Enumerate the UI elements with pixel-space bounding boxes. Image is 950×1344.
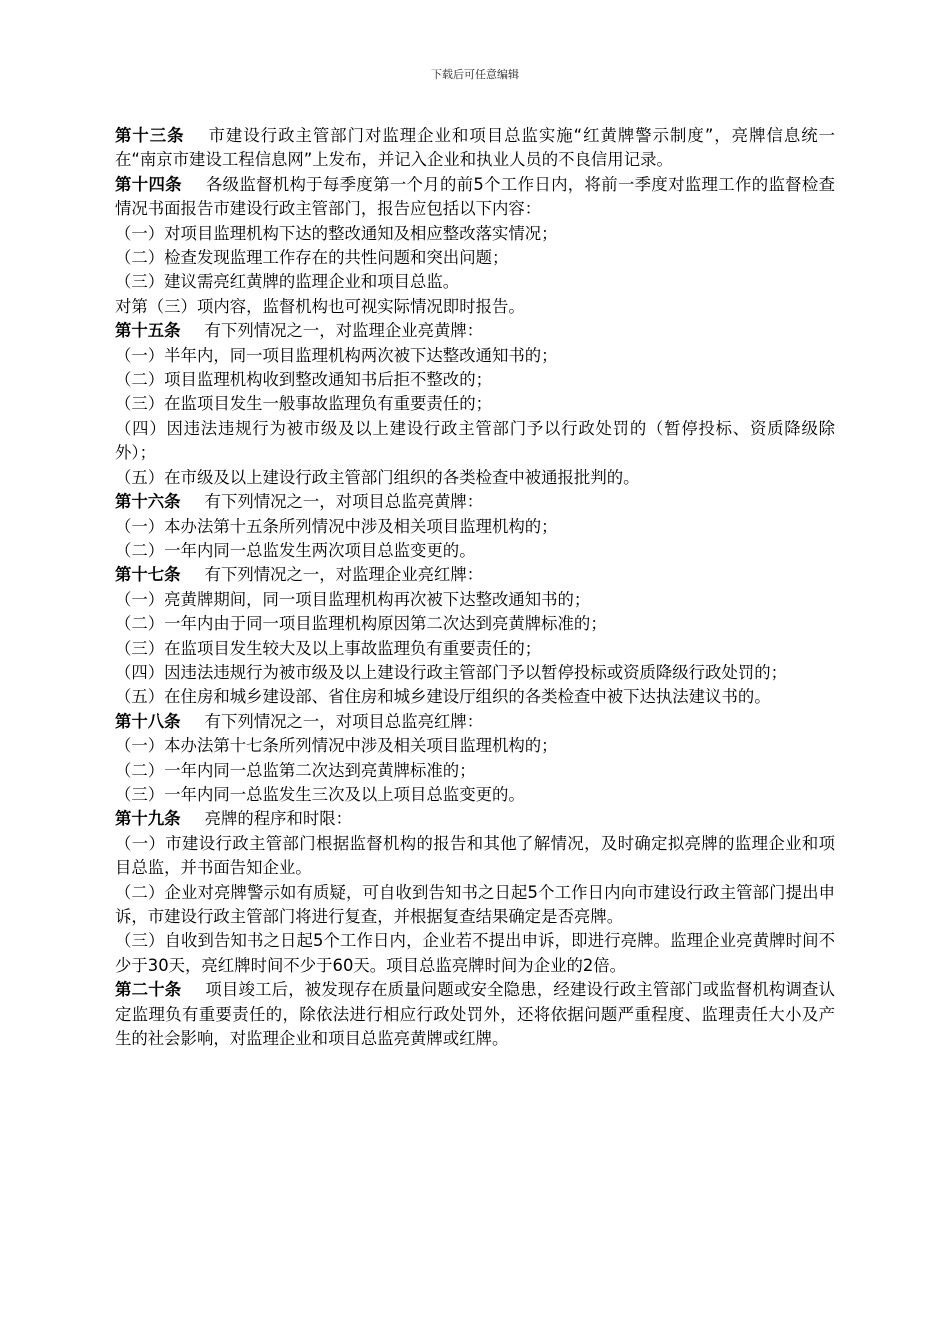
article-paragraph (115, 710, 835, 734)
paragraph-text: 项目竣工后，被发现存在质量问题或安全隐患，经建设行政主管部门或监督机构调查认定监理负有重要责任的，除依法进行相应行政处罚外，还将依据问题严重程度、监理责任大小及产生的社会影响，对监理企业和项目总监亮黄牌或红牌。 (115, 980, 836, 1049)
clause-paragraph (115, 392, 835, 416)
clause-paragraph (115, 270, 835, 294)
paragraph-text: （三）一年内同一总监发生三次及以上项目总监变更的。 (115, 784, 525, 804)
paragraph-text: 对第（三）项内容，监督机构也可视实际情况即时报告。 (115, 296, 525, 316)
paragraph-text: （二）一年内同一总监发生两次项目总监变更的。 (115, 540, 476, 560)
clause-paragraph (115, 783, 835, 807)
article-title: 第十八条 (115, 711, 181, 731)
paragraph-text: （一）本办法第十五条所列情况中涉及相关项目监理机构的； (115, 516, 558, 536)
clause-paragraph (115, 515, 835, 539)
paragraph-text: （二）检查发现监理工作存在的共性问题和突出问题； (115, 248, 509, 268)
paragraph-text: （一）市建设行政主管部门根据监督机构的报告和其他了解情况，及时确定拟亮牌的监理企业和项目总监，并书面告知企业。 (115, 833, 835, 878)
clause-paragraph (115, 246, 835, 270)
article-paragraph (115, 490, 835, 514)
paragraph-text: （四）因违法违规行为被市级及以上建设行政主管部门予以行政处罚的（暂停投标、资质降级除外）； (115, 418, 835, 463)
paragraph-text: （三）自收到告知书之日起5个工作日内，企业若不提出申诉，即进行亮牌。监理企业亮黄牌时间不少于30天，亮红牌时间不少于60天。项目总监亮牌时间为企业的2倍。 (115, 931, 835, 975)
clause-paragraph (115, 685, 835, 709)
article-paragraph (115, 124, 835, 173)
paragraph-text: （一）半年内，同一项目监理机构两次被下达整改通知书的； (115, 345, 558, 365)
article-paragraph (115, 807, 835, 831)
clause-paragraph (115, 832, 835, 881)
paragraph-text: （三）建议需亮红黄牌的监理企业和项目总监。 (115, 272, 460, 292)
article-title: 第十九条 (115, 809, 181, 829)
paragraph-text: （一）本办法第十七条所列情况中涉及相关项目监理机构的； (115, 736, 558, 756)
article-paragraph (115, 978, 835, 1051)
article-paragraph (115, 563, 835, 587)
clause-paragraph (115, 661, 835, 685)
article-paragraph (115, 173, 835, 222)
paragraph-text: 各级监督机构于每季度第一个月的前5个工作日内，将前一季度对监理工作的监督检查情况书面报告市建设行政主管部门，报告应包括以下内容： (115, 174, 835, 219)
clause-paragraph (115, 612, 835, 636)
article-paragraph (115, 319, 835, 343)
paragraph-text: （二）项目监理机构收到整改通知书后拒不整改的； (115, 370, 492, 390)
clause-paragraph (115, 759, 835, 783)
clause-paragraph (115, 637, 835, 661)
clause-paragraph (115, 881, 835, 930)
paragraph-text: （一）亮黄牌期间，同一项目监理机构再次被下达整改通知书的； (115, 589, 591, 609)
document-body (115, 124, 835, 1051)
clause-paragraph (115, 417, 835, 466)
clause-paragraph (115, 222, 835, 246)
paragraph-text: （一）对项目监理机构下达的整改通知及相应整改落实情况； (115, 223, 558, 243)
paragraph-text: （五）在市级及以上建设行政主管部门组织的各类检查中被通报批判的。 (115, 467, 640, 487)
clause-paragraph (115, 929, 835, 978)
paragraph-text: （三）在监项目发生较大及以上事故监理负有重要责任的； (115, 638, 542, 658)
article-title: 第十五条 (115, 321, 181, 341)
clause-paragraph (115, 344, 835, 368)
clause-paragraph (115, 295, 835, 319)
article-title: 第十七条 (115, 565, 181, 585)
article-title: 第二十条 (115, 980, 182, 1000)
paragraph-text: 市建设行政主管部门对监理企业和项目总监实施“红黄牌警示制度”，亮牌信息统一在“南京市建设工程信息网”上发布，并记入企业和执业人员的不良信用记录。 (115, 126, 836, 170)
clause-paragraph (115, 368, 835, 392)
paragraph-text: （二）一年内同一总监第二次达到亮黄牌标准的； (115, 760, 476, 780)
paragraph-text: （四）因违法违规行为被市级及以上建设行政主管部门予以暂停投标或资质降级行政处罚的； (115, 662, 788, 682)
clause-paragraph (115, 734, 835, 758)
paragraph-text: （二）企业对亮牌警示如有质疑，可自收到告知书之日起5个工作日内向市建设行政主管部门提出申诉，市建设行政主管部门将进行复查，并根据复查结果确定是否亮牌。 (115, 882, 835, 926)
paragraph-text: 有下列情况之一，对项目总监亮红牌： (204, 711, 484, 731)
clause-paragraph (115, 539, 835, 563)
article-title: 第十三条 (115, 126, 185, 145)
paragraph-text: 亮牌的程序和时限： (204, 809, 353, 829)
article-title: 第十六条 (115, 492, 181, 512)
paragraph-text: （三）在监项目发生一般事故监理负有重要责任的； (115, 394, 492, 414)
paragraph-text: 有下列情况之一，对项目总监亮黄牌： (204, 492, 484, 512)
article-title: 第十四条 (115, 174, 182, 194)
paragraph-text: （二）一年内由于同一项目监理机构原因第二次达到亮黄牌标准的； (115, 614, 607, 634)
page-header: 下载后可任意编辑 (431, 68, 519, 81)
paragraph-text: （五）在住房和城乡建设部、省住房和城乡建设厅组织的各类检查中被下达执法建议书的。 (115, 687, 771, 707)
clause-paragraph (115, 466, 835, 490)
paragraph-text: 有下列情况之一，对监理企业亮红牌： (204, 565, 484, 585)
paragraph-text: 有下列情况之一，对监理企业亮黄牌： (204, 321, 484, 341)
clause-paragraph (115, 588, 835, 612)
